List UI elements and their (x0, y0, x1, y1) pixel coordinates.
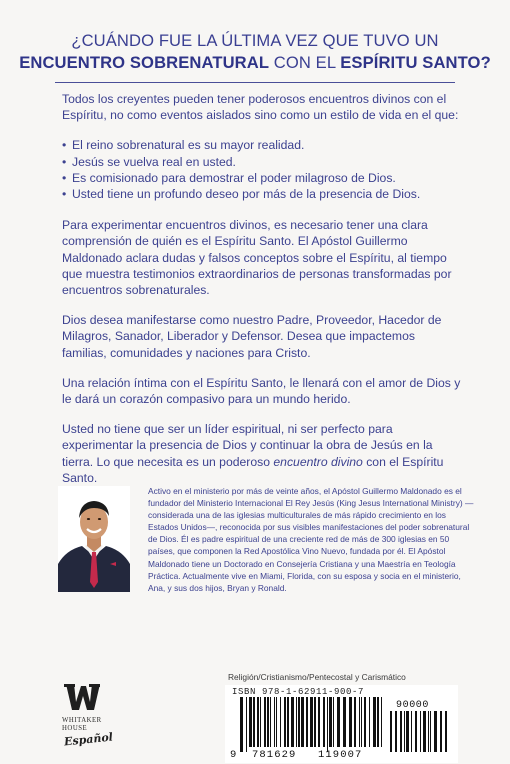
blurb-paragraph-4: Una relación íntima con el Espíritu Santo, le llenará con el amor de Dios y le dará un corazón compasivo para un mundo herido. (62, 375, 461, 407)
para5-emphasis: encuentro divino (273, 454, 363, 469)
isbn-barcode (240, 697, 385, 752)
barcode-bar (404, 711, 405, 752)
barcode-bar (395, 711, 397, 752)
barcode-bar (434, 711, 437, 752)
barcode-bar (445, 711, 447, 752)
barcode-bar (280, 697, 281, 747)
barcode-bar (267, 697, 269, 747)
barcode-bar (314, 697, 316, 747)
barcode-bar (337, 697, 340, 747)
barcode-bar (381, 697, 382, 747)
barcode-digit-lead: 9 (230, 749, 238, 761)
bullet-item: • El reino sobrenatural es su mayor realidad. (62, 137, 462, 153)
blurb-paragraph-2: Para experimentar encuentros divinos, es necesario tener una clara comprensión de quién es el Espíritu Santo. El Apóstol Guillermo Maldonado aclara dudas y falsos conceptos sobre el Espíritu, al tiempo que muestra testimonios extraordinarios de personas transformadas por encuentros sobrenaturales. (62, 218, 452, 298)
barcode-bar (296, 697, 297, 747)
barcode-bar (411, 711, 412, 752)
price-barcode (390, 711, 450, 752)
barcode-bar (406, 711, 409, 752)
headline-line1: ¿CUÁNDO FUE LA ÚLTIMA VEZ QUE TUVO UN (71, 31, 439, 50)
barcode-bar (400, 711, 402, 752)
para5-start: Usted no tiene que ser un líder espiritual, ni ser perfecto para experimentar la presencia de Dios y continuar la obra de Jesús en la tierra. Lo que necesita es un poderoso (62, 422, 433, 469)
author-bio: Activo en el ministerio por más de veinte años, el Apóstol Guillermo Maldonado es el fundador del Ministerio Internacional El Rey Jesús (King Jesus International Ministry) —considerada una de las iglesias multiculturales de más rápido crecimiento en los Estados Unidos—, reconocida por sus visibles manifestaciones del poder sobrenatural de Dios. Él es padre espiritual de una creciente red de más de 300 iglesias en 50 países, que componen la Red Apostólica Vino Nuevo, fundada por él. El Apóstol Maldonado tiene un Doctorado en Consejería Cristiana y una Maestría en Teología Práctica. Actualmente vive en Miami, Florida, con su esposa y socia en el ministerio, Ana, y sus dos hijos, Bryan y Ronald. (148, 486, 474, 593)
headline-mid: CON EL (269, 53, 341, 72)
barcode-bar (440, 711, 442, 752)
barcode-bar (306, 697, 308, 747)
barcode-bar (318, 697, 320, 747)
barcode-bar (349, 697, 352, 747)
publisher-name-line1: WHITAKER (62, 717, 102, 724)
barcode-bar (430, 711, 431, 752)
bisac-category: Religión/Cristianismo/Pentecostal y Carismático (228, 672, 406, 682)
price-code: 90000 (396, 700, 430, 711)
barcode-bar (361, 697, 362, 747)
barcode-bar (377, 697, 379, 747)
barcode-bar (428, 711, 429, 752)
barcode-bar (253, 697, 255, 747)
author-photo (58, 486, 130, 592)
barcode-bar (246, 697, 247, 752)
isbn-text: ISBN 978-1-62911-900-7 (232, 687, 365, 697)
para5-end: con el Espíritu Santo. (62, 454, 444, 485)
publisher-name-line2: HOUSE (62, 725, 88, 732)
blurb-intro: Todos los creyentes pueden tener poderosos encuentros divinos con el Espíritu, no como eventos aislados sino como un estilo de vida en el que: (62, 92, 459, 123)
barcode-digits-right: 119007 (318, 749, 363, 761)
barcode-bar (257, 697, 259, 747)
headline-bold1: ENCUENTRO SOBRENATURAL (19, 53, 270, 72)
publisher-w-icon (62, 680, 102, 714)
barcode-bar (329, 697, 332, 747)
barcode-bar (310, 697, 313, 747)
bullet-item: • Es comisionado para demostrar el poder milagroso de Dios. (62, 170, 462, 186)
barcode-bar (420, 711, 421, 752)
barcode-bar (354, 697, 356, 747)
barcode-bar (369, 697, 370, 747)
publisher-imprint: Español (63, 730, 114, 749)
barcode-digits-left: 781629 (252, 749, 297, 761)
barcode-bar (287, 697, 289, 747)
barcode-bar (343, 697, 346, 747)
blurb-bullet-list (62, 137, 462, 202)
headline (0, 30, 510, 74)
barcode-bar (274, 697, 275, 747)
bullet-item: • Usted tiene un profundo deseo por más de la presencia de Dios. (62, 186, 462, 202)
barcode-bar (373, 697, 376, 747)
barcode-bar (364, 697, 366, 747)
barcode-bar (323, 697, 325, 747)
barcode-bar (276, 697, 277, 747)
blurb-paragraph-3: Dios desea manifestarse como nuestro Padre, Proveedor, Hacedor de Milagros, Sanador, Liberador y Defensor. Desea que impactemos familias, comunidades y naciones para Cristo. (62, 313, 442, 360)
barcode-bar (264, 697, 266, 747)
barcode-bar (249, 697, 252, 747)
headline-bold2: ESPÍRITU SANTO? (340, 53, 491, 72)
headline-line2 (0, 52, 510, 74)
barcode-bar (359, 697, 360, 747)
barcode-bar (291, 697, 294, 747)
barcode-bar (284, 697, 286, 747)
bullet-item: • Jesús se vuelva real en usted. (62, 154, 462, 170)
barcode-bar (260, 697, 261, 747)
barcode-bar (270, 697, 271, 747)
barcode-bar (301, 697, 304, 747)
barcode-bar (327, 697, 328, 752)
barcode-bar (423, 711, 426, 752)
author-portrait-illustration (58, 486, 130, 592)
blurb-paragraph-5 (62, 421, 462, 486)
blurb-body (62, 91, 462, 498)
barcode-bar (240, 697, 243, 752)
barcode-bar (298, 697, 300, 747)
barcode-bar (415, 711, 417, 752)
barcode-bar (390, 711, 392, 752)
barcode-bar (333, 697, 334, 747)
headline-divider (55, 82, 455, 83)
